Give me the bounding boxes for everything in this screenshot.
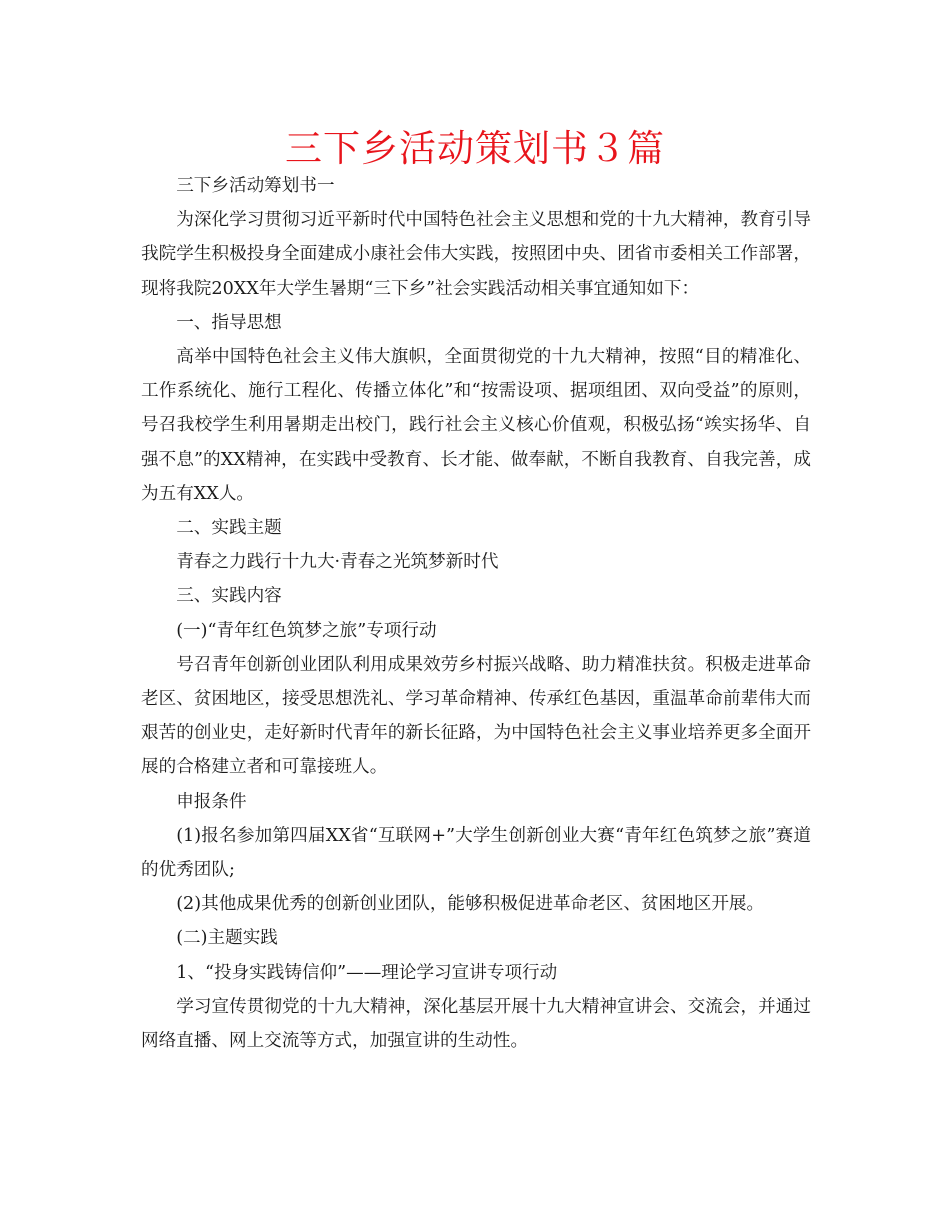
paragraph-practice-theme: 青春之力践行十九大·青春之光筑梦新时代 [176, 552, 499, 573]
subheading-theme-practice: (二)主题实践 [176, 928, 278, 949]
subheading-red-dream-journey: (一)“青年红色筑梦之旅”专项行动 [176, 620, 437, 641]
paragraph-red-dream-journey: 号召青年创新创业团队利用成果效劳乡村振兴战略、助力精准扶贫。积极走进革命老区、贫困地区，接受思想洗礼、学习革命精神、传承红色基因，重温革命前辈伟大而艰苦的创业史，走好新时代青年的新长征路，为中国特色社会主义事业培养更多全面开展的合格建立者和可靠接班人。 [141, 654, 811, 778]
subheading-theory-study: 1、“投身实践铸信仰”——理论学习宣讲专项行动 [176, 962, 558, 983]
section-heading-guiding-thought: 一、指导思想 [176, 312, 282, 333]
section-heading-practice-theme: 二、实践主题 [176, 518, 282, 539]
document-title: 三下乡活动策划书３篇 [285, 127, 665, 170]
paragraph-theory-study: 学习宣传贯彻党的十九大精神，深化基层开展十九大精神宣讲会、交流会，并通过网络直播、网上交流等方式，加强宣讲的生动性。 [141, 996, 811, 1052]
paragraph-guiding-thought: 高举中国特色社会主义伟大旗帜，全面贯彻党的十九大精神，按照“目的精准化、工作系统化、施行工程化、传播立体化”和“按需设项、据项组团、双向受益”的原则，号召我校学生利用暑期走出校门，践行社会主义核心价值观，积极弘扬“竢实扬华、自强不息”的XX精神，在实践中受教育、长才能、做奉献，不断自我教育、自我完善，成为五有XX人。 [141, 347, 811, 504]
subheading-application-conditions: 申报条件 [176, 791, 247, 812]
document-body [141, 169, 811, 1058]
section-heading-practice-content: 三、实践内容 [176, 586, 282, 607]
paragraph-condition-2: (2)其他成果优秀的创新创业团队，能够积极促进革命老区、贫困地区开展。 [176, 894, 765, 915]
paragraph-intro: 为深化学习贯彻习近平新时代中国特色社会主义思想和党的十九大精神，教育引导我院学生积极投身全面建成小康社会伟大实践，按照团中央、团省市委相关工作部署，现将我院20XX年大学生暑期“三下乡”社会实践活动相关事宜通知如下： [141, 210, 811, 299]
paragraph-condition-1: (1)报名参加第四届XX省“互联网+”大学生创新创业大赛“青年红色筑梦之旅”赛道的优秀团队; [141, 825, 811, 881]
paragraph-plan-heading: 三下乡活动筹划书一 [176, 176, 335, 196]
